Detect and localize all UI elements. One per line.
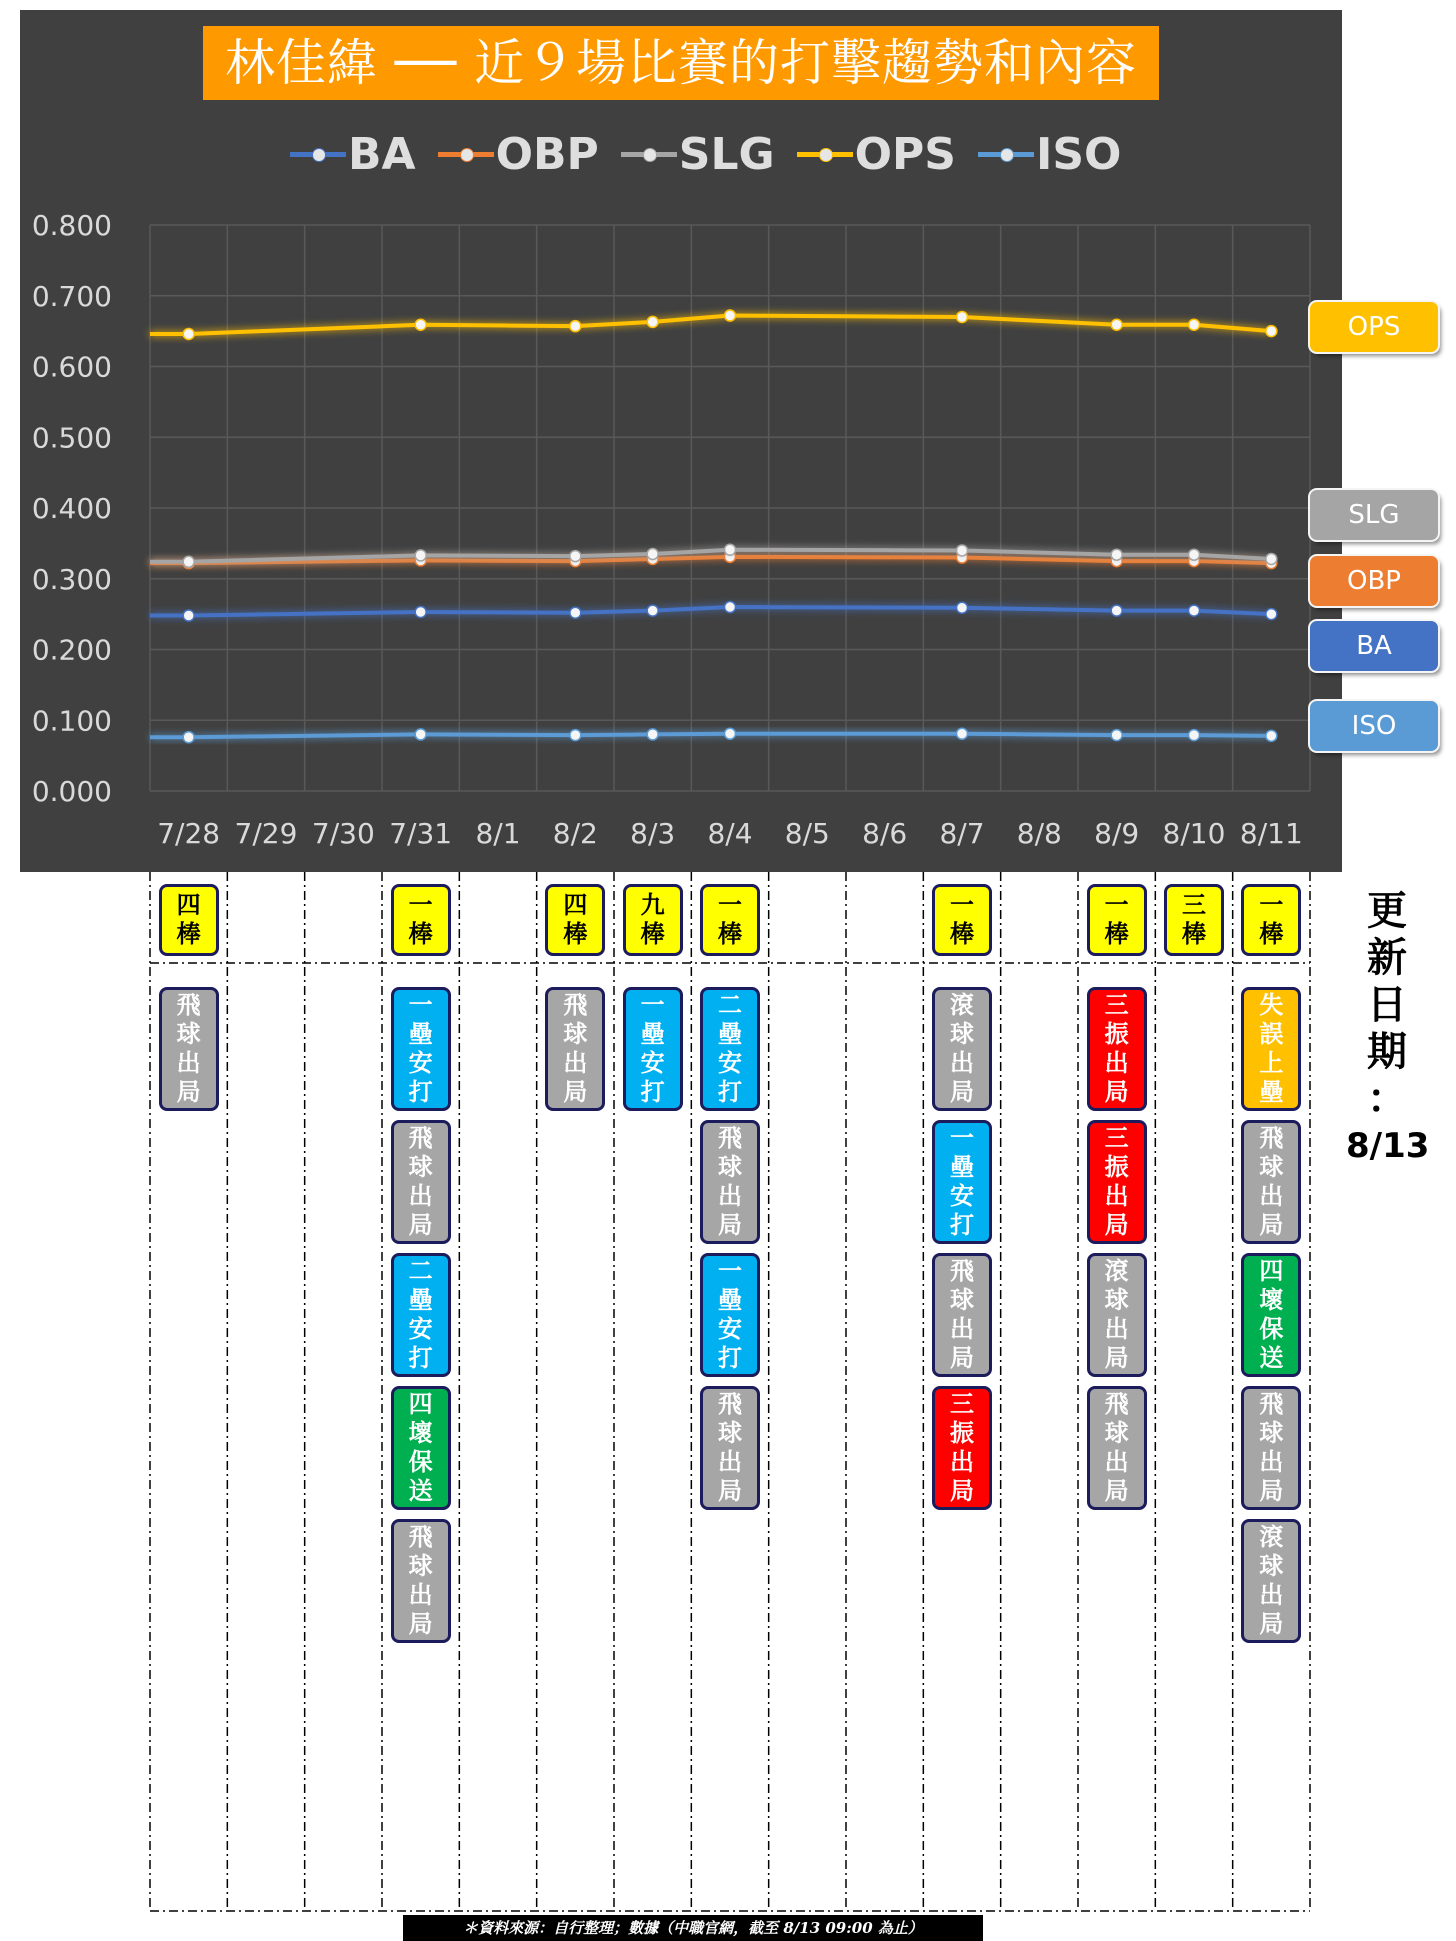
legend-label: OPS	[854, 128, 956, 180]
x-tick-label: 8/5	[784, 817, 830, 850]
outcome-single: 一 壘 安 打	[623, 987, 683, 1111]
data-point-ops	[1266, 326, 1277, 337]
data-point-slg	[1266, 553, 1277, 564]
x-tick-label: 7/29	[234, 817, 298, 850]
outcome-walk: 四 壞 保 送	[391, 1386, 451, 1510]
source-note: ＊資料來源：自行整理；數據（中職官網，截至 8/13 09:00 為止）	[403, 1915, 983, 1941]
batting-order-badge: 一 棒	[932, 884, 992, 956]
x-tick-label: 7/31	[389, 817, 453, 850]
batting-order-badge: 一 棒	[1087, 884, 1147, 956]
data-point-ba	[570, 607, 581, 618]
data-point-iso	[1189, 730, 1200, 741]
data-point-slg	[1189, 549, 1200, 560]
outcome-out: 飛 球 出 局	[700, 1120, 760, 1244]
data-point-ops	[725, 310, 736, 321]
series-tag-ba: BA	[1310, 621, 1438, 671]
outcome-single: 一 壘 安 打	[391, 987, 451, 1111]
update-date-value: 8/13	[1346, 1126, 1430, 1166]
data-point-iso	[1111, 730, 1122, 741]
outcome-walk: 四 壞 保 送	[1241, 1253, 1301, 1377]
x-tick-label: 8/8	[1016, 817, 1062, 850]
data-point-ba	[1111, 605, 1122, 616]
y-tick-label: 0.600	[31, 350, 112, 384]
series-tag-obp: OBP	[1310, 556, 1438, 606]
update-label-char: 新	[1367, 935, 1407, 981]
data-point-slg	[957, 545, 968, 556]
outcome-strikeout: 三 振 出 局	[1087, 1120, 1147, 1244]
legend-label: BA	[348, 128, 416, 180]
data-point-slg	[1111, 549, 1122, 560]
data-point-slg	[570, 551, 581, 562]
x-tick-label: 8/4	[707, 817, 753, 850]
outcome-out: 飛 球 出 局	[1241, 1120, 1301, 1244]
data-point-ba	[647, 605, 658, 616]
legend-label: OBP	[495, 128, 599, 180]
y-tick-label: 0.300	[31, 562, 112, 596]
outcome-out: 飛 球 出 局	[932, 1253, 992, 1377]
chart-series	[150, 310, 1277, 743]
outcome-out: 飛 球 出 局	[1241, 1386, 1301, 1510]
series-line-ops	[150, 316, 1271, 334]
update-label-char: ：	[1367, 1076, 1407, 1122]
update-label-char: 期	[1367, 1029, 1407, 1075]
data-point-iso	[570, 730, 581, 741]
legend-label: ISO	[1035, 128, 1122, 180]
x-tick-label: 7/28	[157, 817, 221, 850]
data-point-ops	[647, 316, 658, 327]
x-tick-label: 8/11	[1239, 817, 1303, 850]
update-label-char: 日	[1367, 982, 1407, 1028]
series-line-iso	[150, 734, 1271, 738]
batting-order-badge: 四 棒	[159, 884, 219, 956]
outcome-strikeout: 三 振 出 局	[1087, 987, 1147, 1111]
series-tag-ops: OPS	[1310, 302, 1438, 352]
outcome-out: 飛 球 出 局	[391, 1519, 451, 1643]
series-tag-iso: ISO	[1310, 701, 1438, 751]
outcome-error: 失 誤 上 壘	[1241, 987, 1301, 1111]
outcome-single: 一 壘 安 打	[700, 1253, 760, 1377]
data-point-ba	[415, 607, 426, 618]
data-point-ops	[415, 319, 426, 330]
data-point-iso	[1266, 730, 1277, 741]
outcome-single: 一 壘 安 打	[932, 1120, 992, 1244]
data-point-iso	[415, 729, 426, 740]
series-line-ba	[150, 607, 1271, 615]
x-tick-label: 8/9	[1094, 817, 1140, 850]
data-point-ba	[1266, 609, 1277, 620]
x-tick-label: 8/2	[552, 817, 598, 850]
data-point-ba	[1189, 605, 1200, 616]
data-point-iso	[725, 728, 736, 739]
data-point-ba	[183, 610, 194, 621]
chart-axis-labels	[32, 209, 1303, 850]
y-tick-label: 0.400	[31, 492, 112, 525]
data-point-ops	[1111, 319, 1122, 330]
y-tick-label: 0.100	[31, 704, 112, 738]
outcome-out: 飛 球 出 局	[391, 1120, 451, 1244]
chart-title: 林佳緯 ── 近９場比賽的打擊趨勢和內容	[225, 34, 1137, 92]
data-point-ops	[183, 328, 194, 339]
x-tick-label: 8/10	[1162, 817, 1226, 850]
x-tick-label: 8/7	[939, 817, 985, 850]
data-point-iso	[647, 729, 658, 740]
update-date	[1346, 888, 1428, 1170]
data-point-ba	[957, 602, 968, 613]
data-point-iso	[183, 732, 194, 743]
series-tag-slg: SLG	[1310, 490, 1438, 540]
data-point-iso	[957, 728, 968, 739]
y-tick-label: 0.700	[31, 279, 112, 313]
legend-label: SLG	[678, 128, 775, 180]
batting-order-badge: 一 棒	[1241, 884, 1301, 956]
data-point-ops	[957, 311, 968, 322]
batting-order-badge: 一 棒	[700, 884, 760, 956]
data-point-ba	[725, 602, 736, 613]
x-tick-label: 8/6	[862, 817, 908, 850]
x-tick-label: 8/1	[475, 817, 521, 850]
data-point-slg	[183, 556, 194, 567]
y-tick-label: 0.200	[31, 633, 112, 667]
outcome-out: 飛 球 出 局	[1087, 1386, 1147, 1510]
batting-order-badge: 三 棒	[1164, 884, 1224, 956]
batting-order-badge: 九 棒	[623, 884, 683, 956]
data-point-ops	[1189, 319, 1200, 330]
batting-order-badge: 一 棒	[391, 884, 451, 956]
y-tick-label: 0.800	[31, 209, 112, 242]
batting-order-badge: 四 棒	[545, 884, 605, 956]
x-tick-label: 7/30	[311, 817, 375, 850]
outcome-out: 飛 球 出 局	[159, 987, 219, 1111]
outcome-out: 滾 球 出 局	[1087, 1253, 1147, 1377]
outcome-out: 滾 球 出 局	[1241, 1519, 1301, 1643]
outcome-double: 二 壘 安 打	[700, 987, 760, 1111]
x-tick-label: 8/3	[630, 817, 676, 850]
y-tick-label: 0.000	[31, 775, 112, 808]
outcome-out: 飛 球 出 局	[545, 987, 605, 1111]
update-label-char: 更	[1367, 888, 1407, 934]
data-point-ops	[570, 321, 581, 332]
outcome-out: 滾 球 出 局	[932, 987, 992, 1111]
outcome-strikeout: 三 振 出 局	[932, 1386, 992, 1510]
data-point-slg	[415, 550, 426, 561]
outcome-out: 飛 球 出 局	[700, 1386, 760, 1510]
outcome-double: 二 壘 安 打	[391, 1253, 451, 1377]
y-tick-label: 0.500	[31, 421, 112, 455]
data-point-slg	[647, 548, 658, 559]
data-point-slg	[725, 544, 736, 555]
